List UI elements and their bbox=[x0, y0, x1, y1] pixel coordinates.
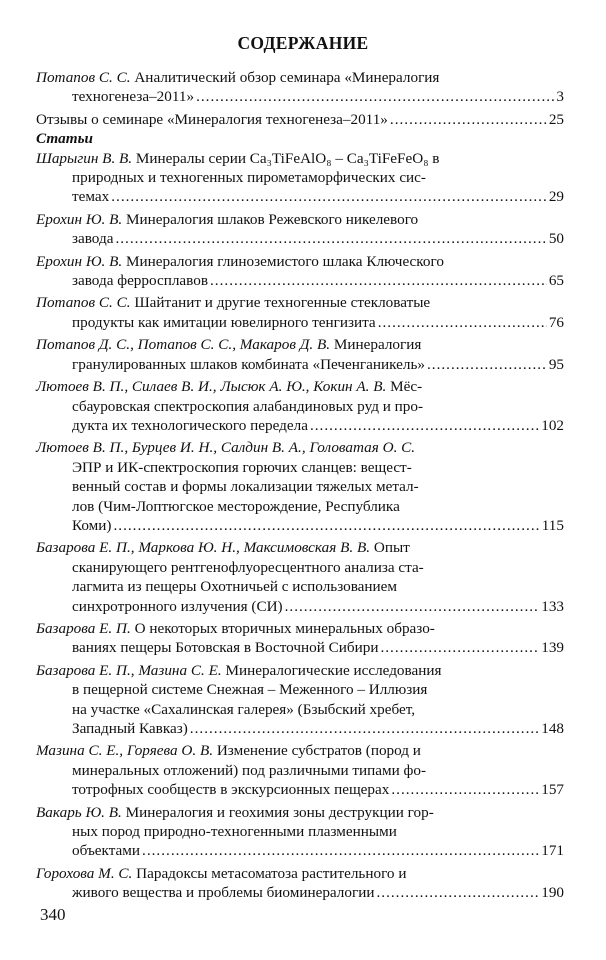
entry-author: Мазина С. Е., Горяева О. В. bbox=[36, 742, 214, 760]
dot-leader bbox=[378, 313, 547, 332]
entry-title-line: природных и техногенных пирометаморфических сис- bbox=[72, 169, 426, 187]
entry-title-line: Парадоксы метасоматоза растительного и bbox=[136, 864, 407, 882]
entry-title-line: продукты как имитации ювелирного тенгизита bbox=[72, 313, 376, 331]
entry-title-line: Минералогия bbox=[333, 336, 422, 354]
toc-entry bbox=[36, 210, 564, 249]
toc-entry bbox=[36, 864, 564, 903]
entry-author: Вакарь Ю. В. bbox=[36, 803, 122, 821]
dot-leader bbox=[390, 110, 547, 129]
entry-title-line: синхротронного излучения (СИ) bbox=[72, 597, 283, 615]
entry-title-line: Коми) bbox=[72, 516, 112, 534]
toc-entry bbox=[36, 293, 564, 332]
entry-author: Потапов Д. С., Потапов С. С., Макаров Д. В. bbox=[36, 336, 331, 354]
entry-title-line: ваниях пещеры Ботовская в Восточной Сибири bbox=[72, 639, 379, 657]
entry-author: Ерохин Ю. В. bbox=[36, 210, 123, 228]
toc-entry bbox=[36, 252, 564, 291]
toc-entry bbox=[36, 149, 564, 207]
entry-title-line: завода bbox=[72, 230, 114, 248]
entry-page: 157 bbox=[541, 781, 564, 799]
entry-title-line: дукта их технологического передела bbox=[72, 416, 308, 434]
toc-entry bbox=[36, 803, 564, 861]
entry-title-line: Минералогия шлаков Режевского никелевого bbox=[125, 210, 419, 228]
entry-author: Потапов С. С. bbox=[36, 294, 131, 312]
dot-leader bbox=[113, 516, 539, 535]
entry-title-line: темах bbox=[72, 188, 110, 206]
entry-title-line: Аналитический обзор семинара «Минералогия bbox=[134, 69, 440, 86]
dot-leader bbox=[210, 271, 547, 290]
toc-entry bbox=[36, 377, 564, 435]
entry-title-line: сканирующего рентгенофлуоресцентного анализа ста- bbox=[72, 558, 424, 576]
table-of-contents bbox=[36, 68, 564, 906]
toc-entry bbox=[36, 438, 564, 535]
entry-page: 102 bbox=[541, 416, 564, 434]
entry-title-line: Шайтанит и другие техногенные стекловатые bbox=[134, 294, 431, 312]
entry-title-line: О некоторых вторичных минеральных образо- bbox=[134, 619, 435, 637]
entry-title-line: Западный Кавказ) bbox=[72, 720, 188, 737]
entry-title-line: Минералогические исследования bbox=[225, 661, 442, 679]
entry-title-line: завода ферросплавов bbox=[72, 272, 208, 290]
entry-author: Базарова Е. П., Маркова Ю. Н., Максимовская В. В. bbox=[36, 539, 371, 557]
toc-entry bbox=[36, 335, 564, 374]
entry-title-line: лагмита из пещеры Охотничьей с использованием bbox=[72, 578, 398, 596]
entry-title-line: на участке «Сахалинская галерея» (Бзыбский хребет, bbox=[72, 700, 416, 718]
toc-entry bbox=[36, 619, 564, 658]
dot-leader bbox=[427, 355, 547, 374]
entry-title-line: сбауровская спектроскопия алабандиновых руд и про- bbox=[72, 397, 424, 415]
entry-title-line: объектами bbox=[72, 842, 141, 860]
toc-entry bbox=[36, 538, 564, 616]
dot-leader bbox=[111, 187, 547, 206]
page-number: 340 bbox=[40, 905, 66, 924]
entry-title-line: Опыт bbox=[373, 539, 410, 557]
entry-author: Базарова Е. П., Мазина С. Е. bbox=[36, 661, 222, 679]
entry-page: 148 bbox=[541, 720, 564, 737]
entry-title-line: живого вещества и проблемы биоминералогии bbox=[72, 884, 375, 902]
entry-page: 171 bbox=[541, 842, 564, 860]
entry-title-line: Изменение субстратов (пород и bbox=[216, 742, 421, 760]
entry-page: 65 bbox=[548, 272, 564, 290]
entry-page: 190 bbox=[541, 884, 564, 902]
entry-title-line: Минералогия глиноземистого шлака Ключеского bbox=[125, 252, 444, 270]
dot-leader bbox=[391, 780, 539, 799]
dot-leader bbox=[285, 597, 540, 616]
entry-page: 95 bbox=[548, 355, 564, 373]
entry-title-line: Минералы серии Ca₃TiFeAlO₈ – Ca₃TiFeFeO₈ в bbox=[135, 149, 440, 167]
entry-author: Потапов С. С. bbox=[36, 69, 131, 86]
entry-page: 29 bbox=[548, 188, 564, 206]
entry-page: 139 bbox=[541, 639, 564, 657]
entry-author: Лютоев В. П., Бурцев И. Н., Салдин В. А., Головатая О. С. bbox=[36, 439, 416, 457]
toc-entry bbox=[36, 68, 564, 107]
entry-title-line: тотрофных сообществ в экскурсионных пещерах bbox=[72, 781, 390, 799]
dot-leader bbox=[115, 229, 546, 248]
toc-entry bbox=[36, 661, 564, 739]
page-title: СОДЕРЖАНИЕ bbox=[237, 33, 369, 53]
dot-leader bbox=[142, 841, 539, 860]
dot-leader bbox=[196, 87, 554, 106]
entry-title-line: венный состав и формы локализации тяжелых метал- bbox=[72, 478, 419, 496]
toc-entry bbox=[36, 741, 564, 799]
entry-page: 115 bbox=[541, 516, 564, 534]
entry-title-line: техногенеза–2011» bbox=[72, 88, 195, 106]
section-heading: Статьи bbox=[36, 130, 93, 148]
entry-title-line: ных пород природно-техногенными плазменными bbox=[72, 823, 397, 841]
entry-title-line: минеральных отложений) под различными типами фо- bbox=[72, 761, 427, 779]
dot-leader bbox=[376, 883, 539, 902]
dot-leader bbox=[190, 719, 539, 738]
entry-title-line: гранулированных шлаков комбината «Печенганикель» bbox=[72, 355, 425, 373]
entry-author: Лютоев В. П., Силаев В. И., Лысюк А. Ю., Кокин А. В. bbox=[36, 378, 387, 396]
toc-entry bbox=[36, 110, 564, 129]
entry-title-line: в пещерной системе Снежная – Меженного – Иллюзия bbox=[72, 681, 428, 699]
entry-title-line: Мёс- bbox=[390, 378, 423, 396]
entry-title-line: ЭПР и ИК-спектроскопия горючих сланцев: вещест- bbox=[72, 458, 412, 476]
entry-page: 25 bbox=[548, 110, 564, 128]
entry-page: 133 bbox=[541, 597, 564, 615]
dot-leader bbox=[380, 638, 539, 657]
entry-author: Базарова Е. П. bbox=[36, 619, 131, 637]
entry-author: Горохова М. С. bbox=[36, 864, 133, 882]
entry-page: 50 bbox=[548, 230, 564, 248]
entry-page: 76 bbox=[548, 313, 564, 331]
entry-title-line: лов (Чим-Лоптюгское месторождение, Республика bbox=[72, 497, 400, 515]
entry-page: 3 bbox=[556, 88, 564, 106]
entry-author: Ерохин Ю. В. bbox=[36, 252, 123, 270]
dot-leader bbox=[310, 416, 539, 435]
entry-author: Шарыгин В. В. bbox=[36, 149, 133, 167]
entry-title-line: Отзывы о семинаре «Минералогия техногенеза–2011» bbox=[36, 110, 388, 128]
entry-title-line: Минералогия и геохимия зоны деструкции гор- bbox=[125, 803, 434, 821]
